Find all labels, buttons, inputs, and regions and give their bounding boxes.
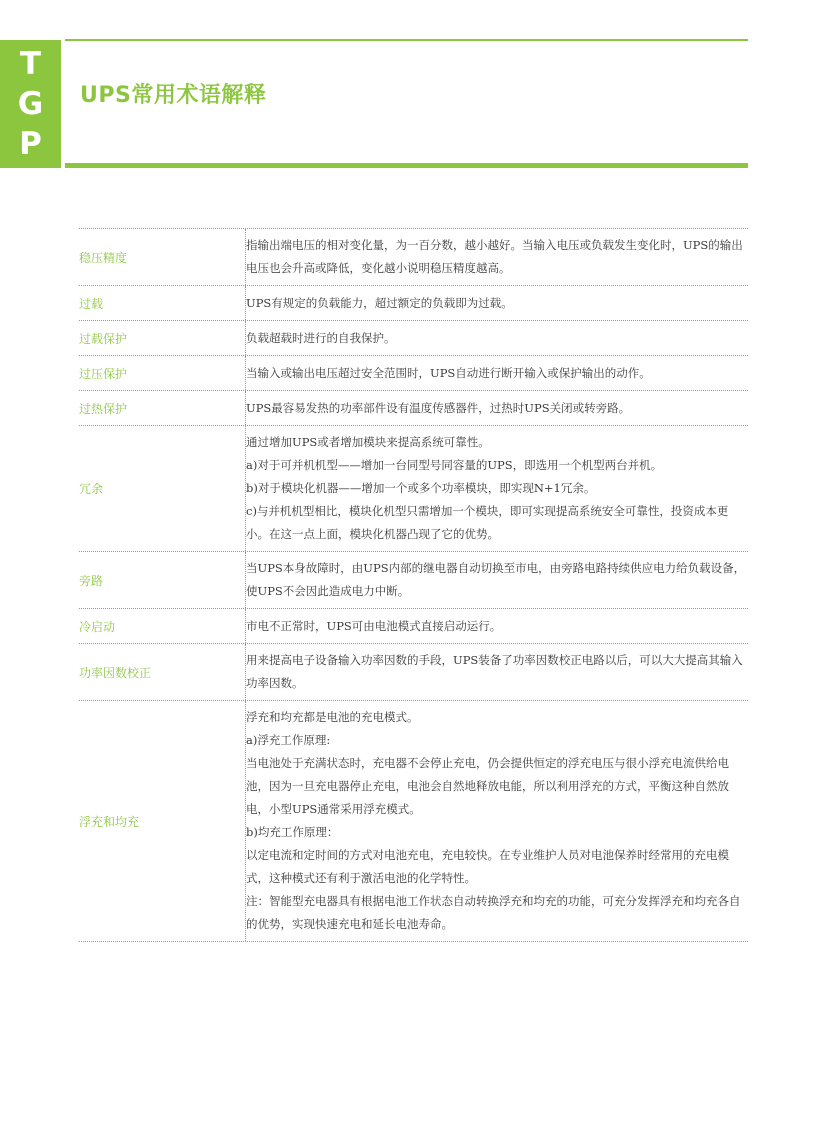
term-row xyxy=(79,228,748,286)
term-row xyxy=(79,321,748,356)
term-name: 过载 xyxy=(79,286,246,320)
definition-line: 市电不正常时，UPS可由电池模式直接启动运行。 xyxy=(246,618,502,633)
definition-line: 指输出端电压的相对变化量，为一百分数，越小越好。当输入电压或负载发生变化时，UPS的输出电压也会升高或降低，变化越小说明稳压精度越高。 xyxy=(246,238,743,275)
term-name: 冗余 xyxy=(79,426,246,551)
term-definition xyxy=(246,229,748,285)
logo-letter-p: P xyxy=(19,125,42,162)
term-row xyxy=(79,356,748,391)
term-name: 浮充和均充 xyxy=(79,701,246,941)
definition-line: 浮充和均充都是电池的充电模式。 xyxy=(246,710,419,724)
term-definition xyxy=(246,391,748,425)
term-name: 过热保护 xyxy=(79,391,246,425)
term-name: 过载保护 xyxy=(79,321,246,355)
term-definition xyxy=(246,321,748,355)
term-row xyxy=(79,609,748,644)
definition-line: c)与并机机型相比，模块化机型只需增加一个模块，即可实现提高系统安全可靠性，投资成本更小。在这一点上面，模块化机器凸现了它的优势。 xyxy=(246,504,729,541)
definition-line: b)均充工作原理： xyxy=(246,825,339,839)
term-name: 冷启动 xyxy=(79,609,246,643)
term-row xyxy=(79,644,748,701)
term-definition xyxy=(246,701,748,941)
term-row xyxy=(79,426,748,552)
term-name: 功率因数校正 xyxy=(79,644,246,700)
logo-letter-g: G xyxy=(17,85,44,122)
definition-line: 当电池处于充满状态时，充电器不会停止充电，仍会提供恒定的浮充电压与很小浮充电流供给电池，因为一旦充电器停止充电，电池会自然地释放电能，所以利用浮充的方式，平衡这种自然放电，小型UPS通常采用浮充模式。 xyxy=(246,756,729,816)
term-definition xyxy=(246,644,748,700)
term-row xyxy=(79,286,748,321)
definition-line: 用来提高电子设备输入功率因数的手段，UPS装备了功率因数校正电路以后，可以大大提高其输入功率因数。 xyxy=(246,653,743,690)
definition-line: UPS有规定的负载能力，超过额定的负载即为过载。 xyxy=(246,295,513,310)
logo-letter-t: T xyxy=(19,45,42,82)
definition-line: a)对于可并机机型——增加一台同型号同容量的UPS，即选用一个机型两台并机。 xyxy=(246,458,663,472)
term-name: 过压保护 xyxy=(79,356,246,390)
definition-line: 通过增加UPS或者增加模块来提高系统可靠性。 xyxy=(246,435,490,449)
term-row xyxy=(79,701,748,942)
term-name: 旁路 xyxy=(79,552,246,608)
term-definition xyxy=(246,356,748,390)
definition-line: 当UPS本身故障时，由UPS内部的继电器自动切换至市电，由旁路电路持续供应电力给负载设备，使UPS不会因此造成电力中断。 xyxy=(246,561,746,598)
header-rule-top xyxy=(65,39,748,41)
tgp-logo xyxy=(0,40,61,168)
definition-line: b)对于模块化机器——增加一个或多个功率模块，即实现N+1冗余。 xyxy=(246,481,596,495)
definition-line: 负载超载时进行的自我保护。 xyxy=(246,330,396,345)
header-rule-bottom xyxy=(65,163,748,168)
page-title: UPS常用术语解释 xyxy=(80,83,267,108)
definition-line: UPS最容易发热的功率部件设有温度传感器件，过热时UPS关闭或转旁路。 xyxy=(246,400,631,415)
definition-line: 注：智能型充电器具有根据电池工作状态自动转换浮充和均充的功能，可充分发挥浮充和均充各自的优势，实现快速充电和延长电池寿命。 xyxy=(246,894,741,931)
definition-line: a)浮充工作原理: xyxy=(246,733,331,747)
term-definition xyxy=(246,609,748,643)
term-name: 稳压精度 xyxy=(79,229,246,285)
term-definition xyxy=(246,286,748,320)
term-definition xyxy=(246,426,748,551)
term-definition xyxy=(246,552,748,608)
definition-line: 当输入或输出电压超过安全范围时，UPS自动进行断开输入或保护输出的动作。 xyxy=(246,365,651,380)
term-row xyxy=(79,391,748,426)
definition-line: 以定电流和定时间的方式对电池充电，充电较快。在专业维护人员对电池保养时经常用的充电模式，这种模式还有利于激活电池的化学特性。 xyxy=(246,848,729,885)
term-row xyxy=(79,552,748,609)
terms-table xyxy=(79,228,748,942)
